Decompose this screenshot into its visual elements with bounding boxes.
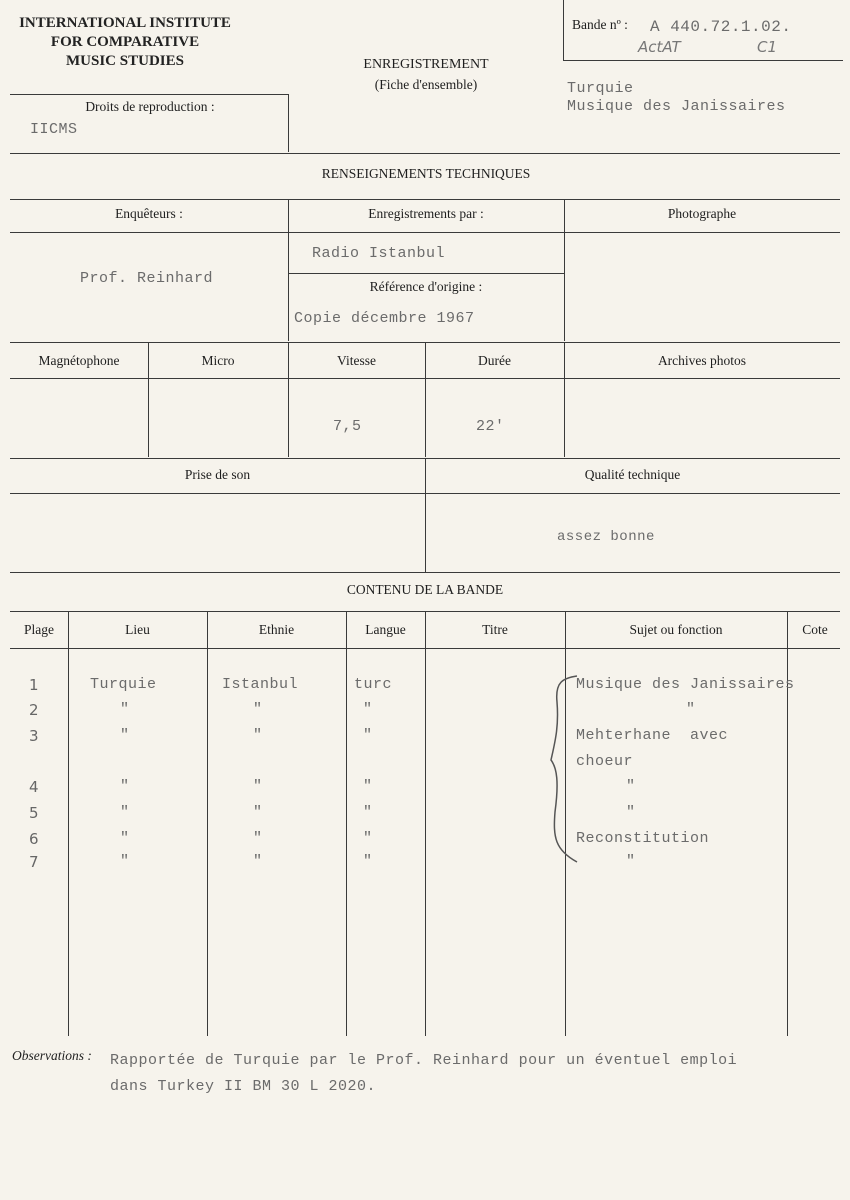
col-titre: Titre: [482, 622, 508, 637]
divider-equipment-1: [148, 342, 149, 457]
plage-7: 7: [29, 853, 39, 871]
observations-line-2: dans Turkey II BM 30 L 2020.: [110, 1078, 377, 1095]
sujet-7: ": [626, 853, 636, 870]
droits-box-right: [288, 94, 289, 152]
divider-contents-6: [787, 611, 788, 1036]
sujet-1: Musique des Janissaires: [576, 676, 795, 693]
ethnie-5: ": [253, 804, 263, 821]
lieu-3: ": [120, 727, 130, 744]
sujet-2: ": [686, 701, 696, 718]
divider-technical-2: [564, 199, 565, 341]
sujet-3-line-2: choeur: [576, 753, 634, 770]
langue-3: ": [363, 727, 373, 744]
col-cote: Cote: [802, 622, 828, 637]
plage-5: 5: [29, 804, 39, 822]
bande-box-left: [563, 0, 564, 60]
sujet-5: ": [626, 804, 636, 821]
technical-section-title: RENSEIGNEMENTS TECHNIQUES: [321, 166, 531, 181]
divider-equipment-2: [288, 342, 289, 457]
duree-label: Durée: [478, 353, 511, 368]
form-title: ENREGISTREMENT: [363, 57, 489, 72]
plage-2: 2: [29, 701, 39, 719]
photographe-label: Photographe: [667, 206, 737, 221]
col-sujet: Sujet ou fonction: [629, 622, 723, 637]
divider-contents-2: [207, 611, 208, 1036]
divider-equipment-3: [425, 342, 426, 457]
langue-4: ": [363, 778, 373, 795]
droits-label: Droits de reproduction :: [85, 99, 215, 114]
institute-line-2: FOR COMPARATIVE: [50, 34, 200, 50]
divider-contents-3: [346, 611, 347, 1036]
rule-contents-top: [10, 572, 840, 573]
enregistrements-value: Radio Istanbul: [312, 245, 446, 262]
enqueteurs-value: Prof. Reinhard: [80, 270, 214, 287]
bande-label: Bande nº :: [572, 17, 628, 32]
contents-section-title: CONTENU DE LA BANDE: [346, 582, 504, 597]
rule-technical-headers: [10, 199, 840, 200]
handwritten-suffix: C1: [757, 38, 778, 56]
qualite-value: assez bonne: [557, 529, 655, 545]
ethnie-2: ": [253, 701, 263, 718]
duree-value: 22': [476, 418, 505, 435]
prise-label: Prise de son: [184, 467, 251, 482]
plage-6: 6: [29, 830, 39, 848]
lieu-6: ": [120, 830, 130, 847]
sujet-4: ": [626, 778, 636, 795]
ethnie-7: ": [253, 853, 263, 870]
bande-box-bottom: [563, 60, 843, 61]
divider-contents-1: [68, 611, 69, 1036]
micro-label: Micro: [201, 353, 235, 368]
langue-7: ": [363, 853, 373, 870]
magnetophone-label: Magnétophone: [38, 353, 120, 368]
vitesse-label: Vitesse: [337, 353, 376, 368]
divider-equipment-4: [564, 342, 565, 457]
divider-contents-4: [425, 611, 426, 1036]
handwritten-brace: [545, 672, 585, 872]
rule-technical-top: [10, 153, 840, 154]
divider-technical-1: [288, 199, 289, 341]
vitesse-value: 7,5: [333, 418, 362, 435]
col-plage: Plage: [24, 622, 54, 637]
col-ethnie: Ethnie: [258, 622, 295, 637]
rule-technical-values: [10, 232, 840, 233]
lieu-4: ": [120, 778, 130, 795]
divider-quality: [425, 458, 426, 572]
lieu-2: ": [120, 701, 130, 718]
observations-label: Observations :: [12, 1048, 92, 1063]
subject-value: Musique des Janissaires: [567, 98, 786, 115]
enqueteurs-label: Enquêteurs :: [115, 206, 183, 221]
droits-value: IICMS: [30, 121, 78, 138]
form-subtitle: (Fiche d'ensemble): [374, 77, 478, 92]
rule-reference: [288, 273, 564, 274]
langue-6: ": [363, 830, 373, 847]
bande-number: A 440.72.1.02.: [650, 18, 792, 36]
droits-box-top: [10, 94, 288, 95]
plage-4: 4: [29, 778, 39, 796]
archives-label: Archives photos: [657, 353, 747, 368]
country-value: Turquie: [567, 80, 634, 97]
langue-2: ": [363, 701, 373, 718]
ethnie-6: ": [253, 830, 263, 847]
lieu-1: Turquie: [90, 676, 157, 693]
reference-label: Référence d'origine :: [369, 279, 483, 294]
lieu-5: ": [120, 804, 130, 821]
langue-5: ": [363, 804, 373, 821]
institute-line-1: INTERNATIONAL INSTITUTE: [19, 15, 231, 31]
ethnie-4: ": [253, 778, 263, 795]
ethnie-1: Istanbul: [222, 676, 299, 693]
observations-line-1: Rapportée de Turquie par le Prof. Reinhard pour un éventuel emploi: [110, 1052, 738, 1069]
qualite-label: Qualité technique: [584, 467, 681, 482]
col-lieu: Lieu: [125, 622, 150, 637]
handwritten-code: ActAT: [638, 38, 681, 56]
sujet-3: Mehterhane avec: [576, 727, 729, 744]
enregistrements-label: Enregistrements par :: [368, 206, 484, 221]
plage-1: 1: [29, 676, 39, 694]
institute-line-3: MUSIC STUDIES: [66, 53, 184, 69]
ethnie-3: ": [253, 727, 263, 744]
langue-1: turc: [354, 676, 393, 693]
institute-name: [10, 14, 240, 71]
col-langue: Langue: [365, 622, 406, 637]
lieu-7: ": [120, 853, 130, 870]
sujet-6: Reconstitution: [576, 830, 710, 847]
reference-value: Copie décembre 1967: [294, 310, 475, 327]
plage-3: 3: [29, 727, 39, 745]
